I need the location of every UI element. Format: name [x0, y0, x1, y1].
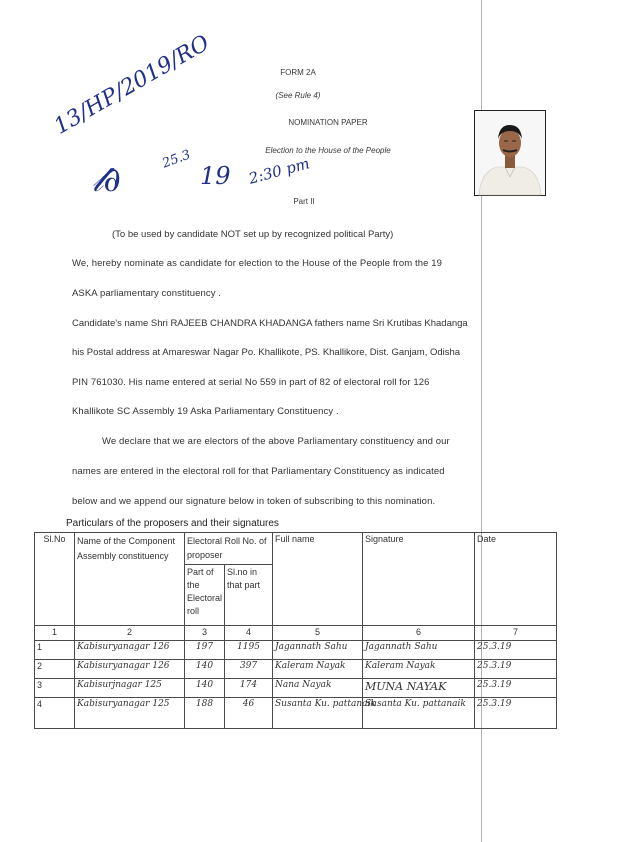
row-part: 140: [185, 660, 225, 679]
receipt-year: 19: [200, 162, 231, 190]
row-date: 25.3.19: [475, 660, 557, 679]
body-line-6: Khallikote SC Assembly 19 Aska Parliamentary Constituency .: [72, 406, 339, 417]
header-date: Date: [475, 533, 557, 626]
candidate-photo: [474, 110, 546, 196]
body-line-9: below and we append our signature below in token of subscribing to this nomination.: [72, 496, 436, 507]
subtitle: (To be used by candidate NOT set up by recognized political Party): [112, 229, 394, 240]
row-slno-part: 1195: [225, 641, 273, 660]
row-fullname: Jagannath Sahu: [273, 641, 363, 660]
election-name: Election to the House of the People: [265, 146, 391, 155]
row-signature: Jagannath Sahu: [363, 641, 475, 660]
row-ac-name: Kabisurjnagar 125: [75, 679, 185, 698]
col-number: 6: [363, 626, 475, 641]
proposers-table: [34, 532, 557, 729]
row-slno-part: 46: [225, 698, 273, 729]
col-number: 5: [273, 626, 363, 641]
receipt-reference: 13/HP/2019/RO: [50, 30, 214, 140]
header-part: Part of the Electoral roll: [185, 565, 225, 626]
header-fullname: Full name: [273, 533, 363, 626]
form-number: FORM 2A: [280, 68, 316, 77]
part-label: Part II: [293, 197, 315, 206]
receipt-date: 25.3: [160, 147, 193, 172]
header-signature: Signature: [363, 533, 475, 626]
row-slno: 3: [35, 679, 75, 698]
header-ac-name: Name of the Component Assembly constituency: [75, 533, 185, 626]
header-slno-part: Sl.no in that part: [225, 565, 273, 626]
row-ac-name: Kabisuryanagar 126: [75, 641, 185, 660]
row-fullname: Susanta Ku. pattanaik: [273, 698, 363, 729]
body-line-1: We, hereby nominate as candidate for election to the House of the People from the 19: [72, 258, 442, 269]
table-header-row: [35, 533, 557, 565]
header-slno: Sl.No: [35, 533, 75, 626]
receipt-time: 2:30 pm: [246, 154, 312, 188]
table-caption: Particulars of the proposers and their signatures: [66, 518, 279, 529]
row-date: 25.3.19: [475, 641, 557, 660]
row-ac-name: Kabisuryanagar 126: [75, 660, 185, 679]
row-ac-name: Kabisuryanagar 125: [75, 698, 185, 729]
row-fullname: Kaleram Nayak: [273, 660, 363, 679]
row-slno: 2: [35, 660, 75, 679]
rule-reference: (See Rule 4): [275, 91, 321, 100]
row-date: 25.3.19: [475, 679, 557, 698]
table-row: [35, 698, 557, 729]
table-row: [35, 660, 557, 679]
document-title: NOMINATION PAPER: [288, 118, 368, 127]
row-slno: 4: [35, 698, 75, 729]
row-slno-part: 174: [225, 679, 273, 698]
column-number-row: [35, 626, 557, 641]
body-line-4: his Postal address at Amareswar Nagar Po. Khallikote, PS. Khallikore, Dist. Ganjam, Odisha: [72, 347, 461, 358]
row-part: 197: [185, 641, 225, 660]
body-line-2: ASKA parliamentary constituency .: [72, 288, 222, 299]
row-signature: Susanta Ku. pattanaik: [363, 698, 475, 729]
col-number: 1: [35, 626, 75, 641]
col-number: 4: [225, 626, 273, 641]
col-number: 7: [475, 626, 557, 641]
row-part: 188: [185, 698, 225, 729]
row-fullname: Nana Nayak: [273, 679, 363, 698]
body-line-3: Candidate's name Shri RAJEEB CHANDRA KHADANGA fathers name Sri Krutibas Khadanga: [72, 318, 468, 329]
body-line-8: names are entered in the electoral roll for that Parliamentary Constituency as indicated: [72, 466, 445, 477]
body-line-7: We declare that we are electors of the above Parliamentary constituency and our: [102, 436, 450, 447]
table-row: [35, 641, 557, 660]
col-number: 3: [185, 626, 225, 641]
receiver-initials: 𝓁∂: [92, 160, 121, 200]
header-roll: Electoral Roll No. of proposer: [185, 533, 273, 565]
table-row: [35, 679, 557, 698]
row-signature: MUNA NAYAK: [363, 679, 475, 698]
row-date: 25.3.19: [475, 698, 557, 729]
row-part: 140: [185, 679, 225, 698]
row-slno: 1: [35, 641, 75, 660]
col-number: 2: [75, 626, 185, 641]
row-signature: Kaleram Nayak: [363, 660, 475, 679]
row-slno-part: 397: [225, 660, 273, 679]
body-line-5: PIN 761030. His name entered at serial No 559 in part of 82 of electoral roll for 126: [72, 377, 430, 388]
